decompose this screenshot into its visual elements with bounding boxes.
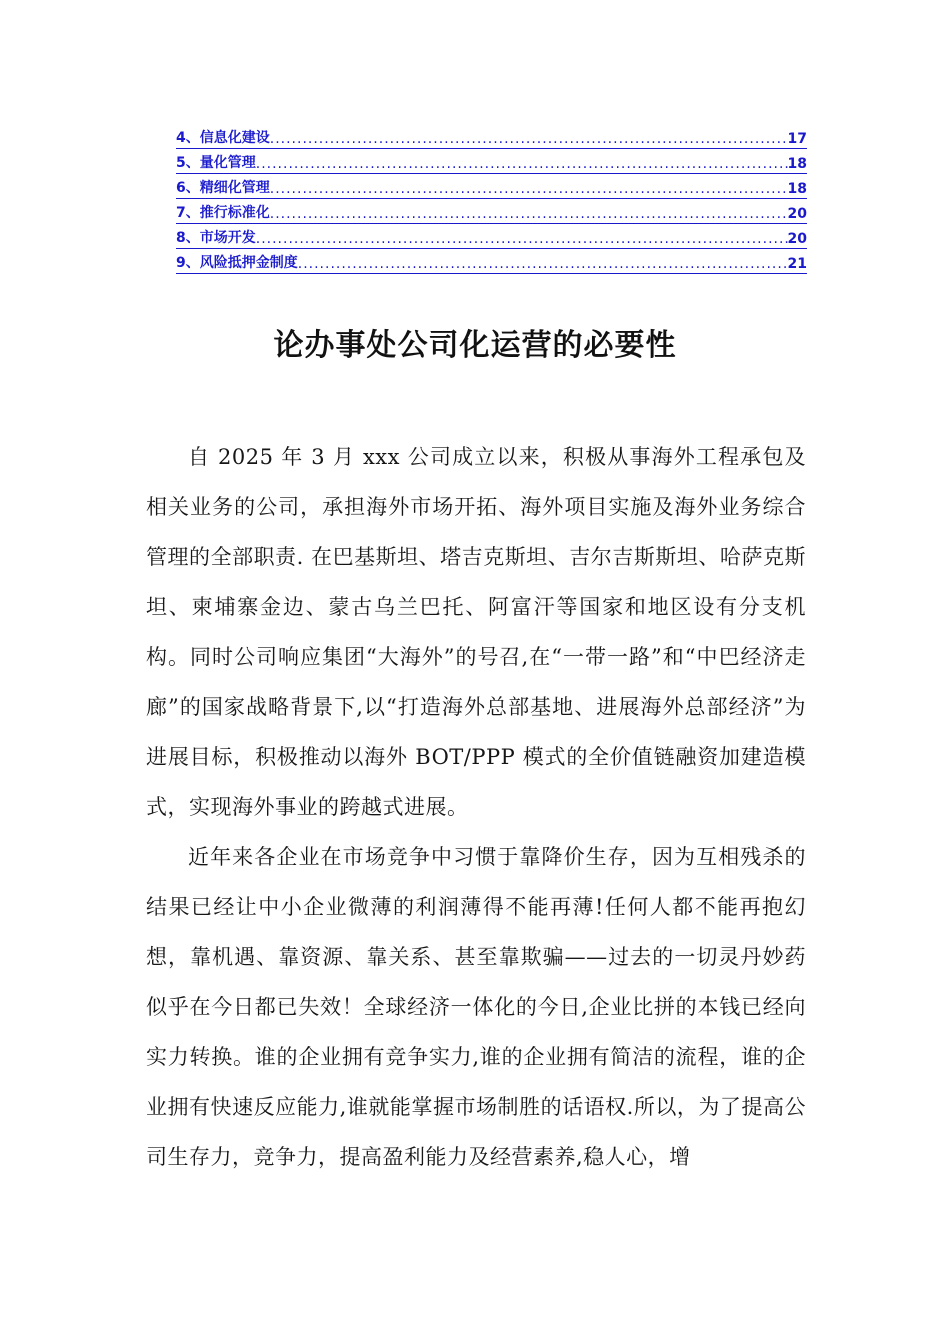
body-paragraph: 近年来各企业在市场竞争中习惯于靠降价生存，因为互相残杀的结果已经让中小企业微薄的利润薄得不能再薄!任何人都不能再抱幻想，靠机遇、靠资源、靠关系、甚至靠欺骗——过去的一切灵丹妙药似乎在今日都已失效！全球经济一体化的今日,企业比拼的本钱已经向实力转换。谁的企业拥有竞争实力,谁的企业拥有简洁的流程，谁的企业拥有快速反应能力,谁就能掌握市场制胜的话语权.所以，为了提高公司生存力，竞争力，提高盈利能力及经营素养,稳人心，增 (146, 845, 806, 1169)
toc-dot-leader (256, 156, 788, 173)
toc-entry-page: 17 (787, 131, 807, 147)
toc-entry-label: 5、量化管理 (176, 155, 256, 171)
toc-entry-label: 6、精细化管理 (176, 180, 270, 196)
toc-dot-leader (298, 256, 788, 273)
document-body (146, 432, 806, 1182)
toc-entry-page: 18 (787, 156, 807, 172)
body-paragraph: 自 2025 年 3 月 xxx 公司成立以来，积极从事海外工程承包及相关业务的公司，承担海外市场开拓、海外项目实施及海外业务综合管理的全部职责. 在巴基斯坦、塔吉克斯坦、吉尔吉斯斯坦、哈萨克斯坦、柬埔寨金边、蒙古乌兰巴托、阿富汗等国家和地区设有分支机构。同时公司响应集团“大海外”的号召,在“一带一路”和“中巴经济走廊”的国家战略背景下,以“打造海外总部基地、进展海外总部经济”为进展目标，积极推动以海外 BOT/PPP 模式的全价值链融资加建造模式，实现海外事业的跨越式进展。 (146, 445, 806, 819)
toc-entry-refined-management[interactable] (176, 174, 807, 199)
toc-entry-page: 21 (787, 256, 807, 272)
toc-dot-leader (270, 181, 788, 198)
toc-entry-label: 9、风险抵押金制度 (176, 255, 298, 271)
toc-entry-page: 18 (787, 181, 807, 197)
toc-entry-risk-deposit[interactable] (176, 249, 807, 274)
toc-entry-standardization[interactable] (176, 199, 807, 224)
toc-dot-leader (256, 231, 788, 248)
toc-entry-market-development[interactable] (176, 224, 807, 249)
table-of-contents (176, 124, 807, 274)
toc-entry-page: 20 (787, 231, 807, 247)
toc-entry-label: 8、市场开发 (176, 230, 256, 246)
toc-entry-quantified-management[interactable] (176, 149, 807, 174)
toc-entry-informatization[interactable] (176, 124, 807, 149)
document-title: 论办事处公司化运营的必要性 (273, 328, 677, 364)
toc-dot-leader (270, 131, 788, 148)
toc-dot-leader (270, 206, 788, 223)
toc-entry-label: 4、信息化建设 (176, 130, 270, 146)
toc-entry-label: 7、推行标准化 (176, 205, 270, 221)
toc-entry-page: 20 (787, 206, 807, 222)
